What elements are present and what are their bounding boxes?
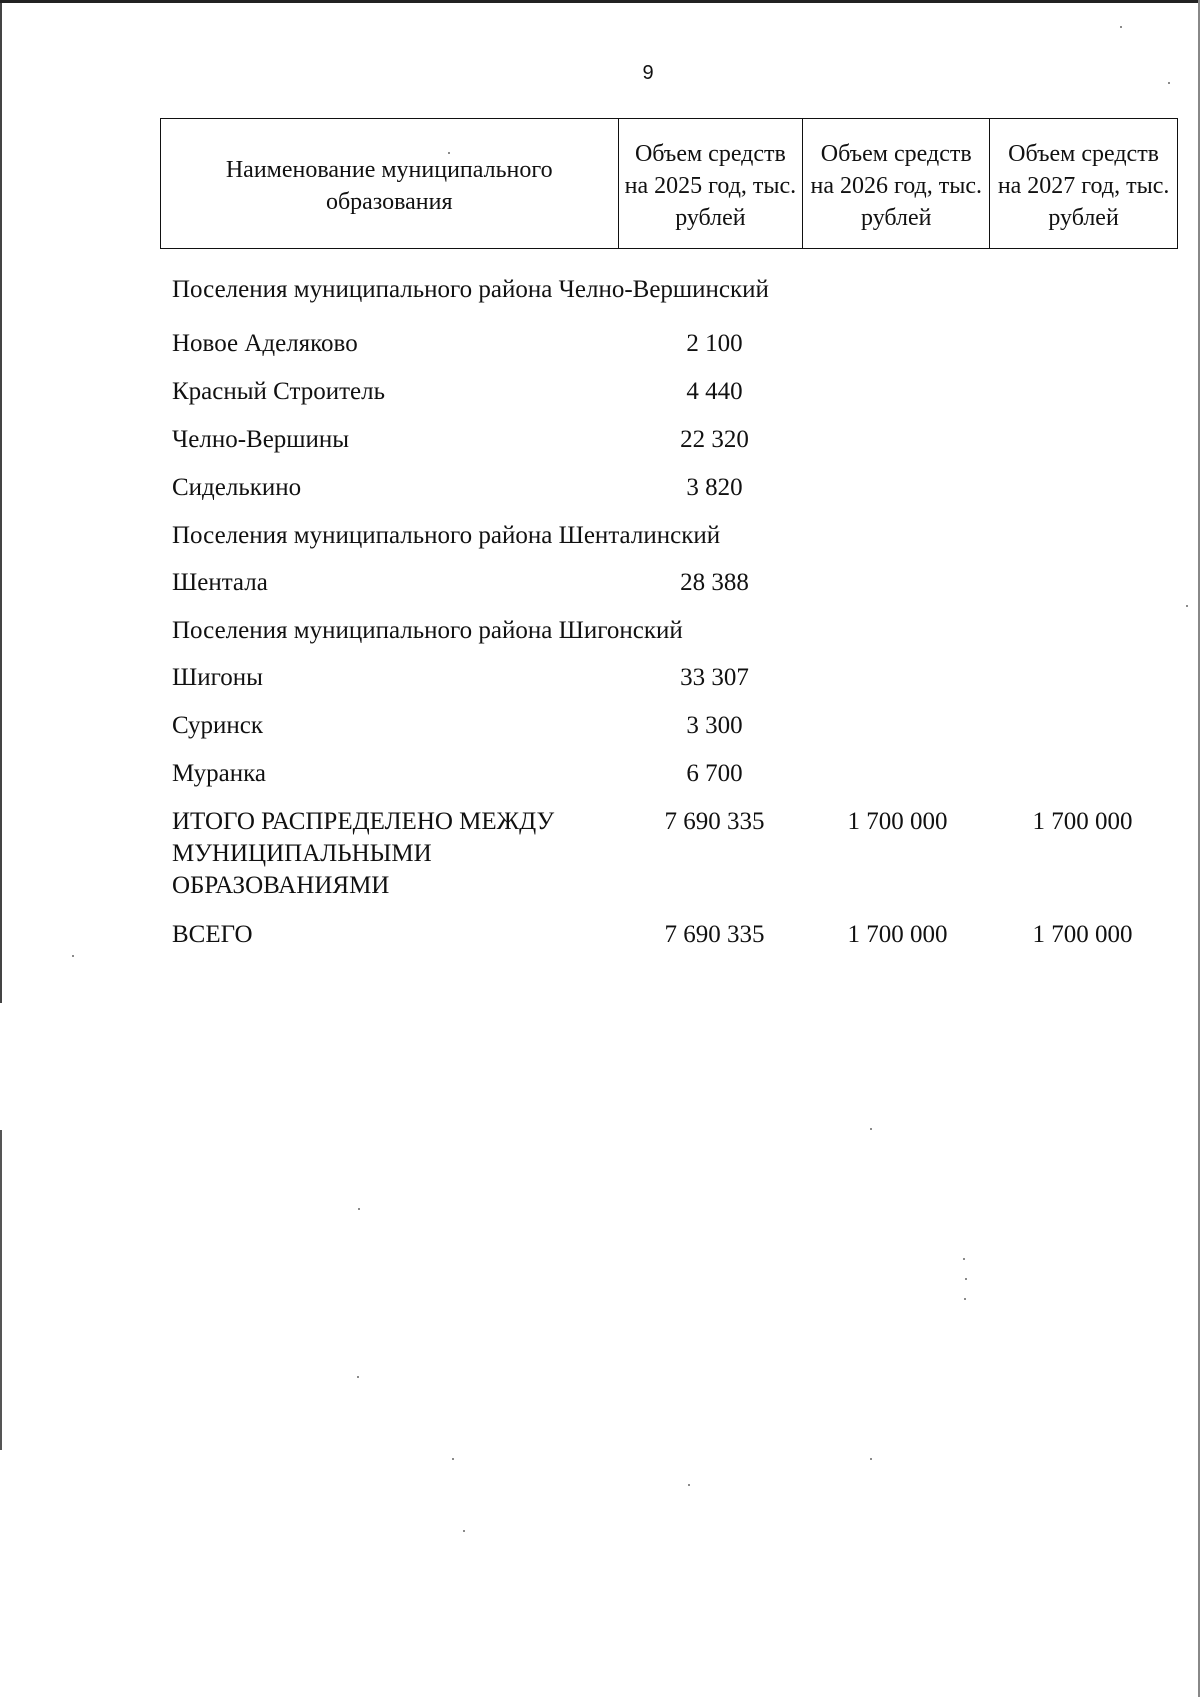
header-name: Наименование муниципального образования <box>161 119 619 249</box>
row-value-2025: 6 700 <box>686 760 743 787</box>
section-title: Поселения муниципального района Шигонский <box>172 617 683 644</box>
scan-speck <box>688 1484 690 1486</box>
grand-total-2025: 7 690 335 <box>664 921 765 948</box>
row-name: Челно-Вершины <box>172 426 350 453</box>
scan-speck <box>870 1458 872 1460</box>
scan-speck <box>965 1278 967 1280</box>
scan-speck <box>452 1458 454 1460</box>
header-2027: Объем средств на 2027 год, тыс. рублей <box>990 119 1178 249</box>
grand-total-2026: 1 700 000 <box>847 921 948 948</box>
scan-speck <box>463 1530 465 1532</box>
row-name: Муранка <box>172 760 266 787</box>
row-name: Шентала <box>172 569 268 596</box>
row-value-2025: 22 320 <box>680 426 749 453</box>
scan-speck <box>358 1208 360 1210</box>
row-value-2025: 2 100 <box>686 330 743 357</box>
row-value-2025: 28 388 <box>680 569 749 596</box>
row-value-2025: 4 440 <box>686 378 743 405</box>
scan-speck <box>72 955 74 957</box>
row-value-2025: 33 307 <box>680 664 749 691</box>
scan-speck <box>870 1128 872 1130</box>
scan-speck <box>1168 82 1170 84</box>
scan-speck <box>448 152 450 154</box>
scan-left-edge <box>0 3 2 1003</box>
scan-speck <box>964 1298 966 1300</box>
page-number: 9 <box>642 62 654 84</box>
scan-left-edge-lower <box>0 1130 2 1450</box>
scan-speck <box>357 1376 359 1378</box>
section-title: Поселения муниципального района Шенталинский <box>172 522 721 549</box>
page-top-border <box>0 0 1200 3</box>
row-name: Новое Аделяково <box>172 330 358 357</box>
row-name: Шигоны <box>172 664 263 691</box>
grand-total-2027: 1 700 000 <box>1032 921 1133 948</box>
header-2025: Объем средств на 2025 год, тыс. рублей <box>618 119 803 249</box>
row-name: Сиделькино <box>172 474 302 501</box>
row-value-2025: 3 300 <box>686 712 743 739</box>
total-distributed-2027: 1 700 000 <box>1032 808 1133 835</box>
table-header <box>160 118 1178 249</box>
total-distributed-2026: 1 700 000 <box>847 808 948 835</box>
scan-speck <box>1120 26 1122 28</box>
scan-speck <box>1186 605 1188 607</box>
grand-total-label: ВСЕГО <box>172 921 253 948</box>
row-name: Красный Строитель <box>172 378 386 405</box>
scan-speck <box>963 1258 965 1260</box>
row-name: Суринск <box>172 712 264 739</box>
total-distributed-2025: 7 690 335 <box>664 808 765 835</box>
total-distributed-label: ИТОГО РАСПРЕДЕЛЕНО МЕЖДУ МУНИЦИПАЛЬНЫМИ ОБРАЗОВАНИЯМИ <box>172 808 555 899</box>
row-value-2025: 3 820 <box>686 474 743 501</box>
section-title: Поселения муниципального района Челно-Вершинский <box>172 276 769 303</box>
header-2026: Объем средств на 2026 год, тыс. рублей <box>803 119 990 249</box>
